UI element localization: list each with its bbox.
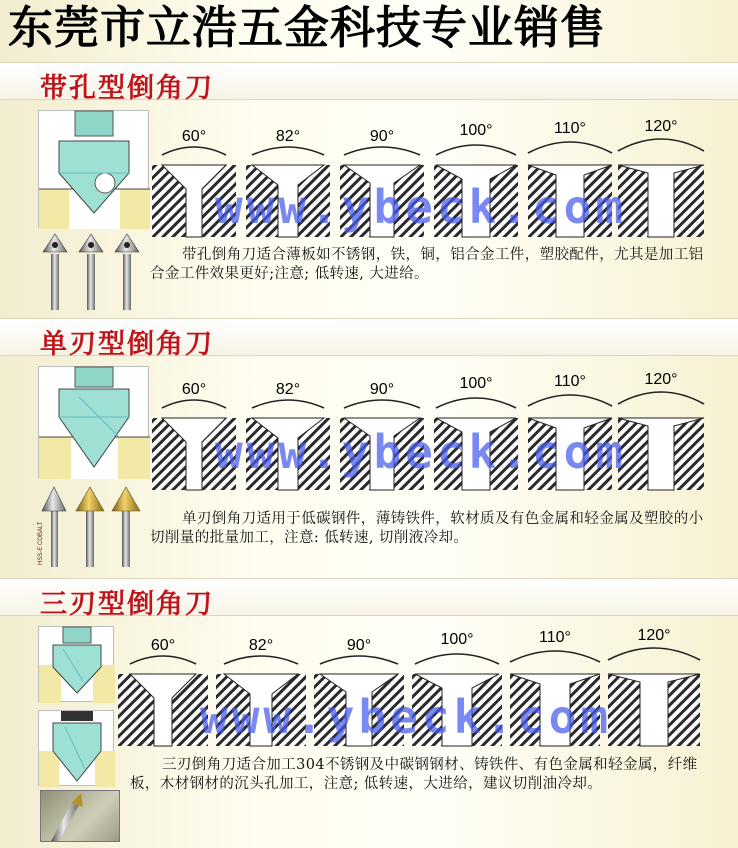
section-title: 带孔型倒角刀 bbox=[40, 73, 214, 104]
svg-text:HSS-E COBALT: HSS-E COBALT bbox=[38, 521, 44, 565]
svg-text:120°: 120° bbox=[644, 371, 678, 388]
countersink-120-diagram bbox=[618, 118, 704, 237]
svg-text:100°: 100° bbox=[459, 122, 493, 139]
section-description: 三刃倒角刀适合加工304不锈钢及中碳钢钢材、铸铁件、有色金属和轻金属，纤维板，木材钢材的沉头孔加工，注意; 低转速，大进给，建议切削油冷却。 bbox=[130, 757, 698, 792]
section-title: 三刃型倒角刀 bbox=[40, 589, 214, 620]
section-description: 带孔倒角刀适合薄板如不锈钢，铁，铜，铝合金工件，塑胶配件，尤其是加工铝合金工件效果更好;注意; 低转速, 大进给。 bbox=[150, 247, 704, 282]
hole-type-tool-diagram bbox=[38, 110, 149, 228]
svg-text:120°: 120° bbox=[644, 118, 678, 135]
svg-text:120°: 120° bbox=[637, 627, 671, 644]
watermark: www.ybeck.com bbox=[215, 180, 628, 234]
three-flute-tool-diagram-top bbox=[38, 626, 114, 702]
svg-text:90°: 90° bbox=[369, 128, 395, 145]
svg-text:82°: 82° bbox=[275, 128, 301, 145]
svg-text:100°: 100° bbox=[440, 631, 474, 648]
single-flute-tool-diagram bbox=[38, 366, 149, 478]
single-flute-cutter-photos bbox=[40, 485, 145, 571]
page-title: 东莞市立浩五金科技专业销售 bbox=[8, 1, 607, 54]
product-label-photo bbox=[40, 790, 120, 842]
svg-text:90°: 90° bbox=[369, 381, 395, 398]
svg-text:82°: 82° bbox=[275, 381, 301, 398]
svg-text:100°: 100° bbox=[459, 375, 493, 392]
svg-text:60°: 60° bbox=[181, 128, 207, 145]
svg-text:82°: 82° bbox=[248, 637, 274, 654]
svg-text:110°: 110° bbox=[554, 373, 586, 390]
watermark: www.ybeck.com bbox=[215, 425, 628, 479]
section-description: 单刃倒角刀适用于低碳钢件，薄铸铁件，软材质及有色金属和轻金属及塑胶的小切削量的批量加工，注意: 低转速, 切削液冷却。 bbox=[150, 511, 704, 546]
section-header-three-flute bbox=[0, 578, 738, 620]
watermark: www.ybeck.com bbox=[200, 690, 613, 744]
svg-text:90°: 90° bbox=[346, 637, 372, 654]
section-header-hole-type bbox=[0, 62, 738, 104]
three-flute-tool-diagram-bottom bbox=[38, 710, 114, 786]
section-title: 单刃型倒角刀 bbox=[40, 329, 214, 360]
svg-text:110°: 110° bbox=[554, 120, 586, 137]
section-header-single-flute bbox=[0, 318, 738, 360]
svg-text:110°: 110° bbox=[539, 629, 571, 646]
svg-text:60°: 60° bbox=[181, 381, 207, 398]
svg-text:60°: 60° bbox=[150, 637, 176, 654]
hole-type-cutter-photos bbox=[40, 232, 145, 314]
